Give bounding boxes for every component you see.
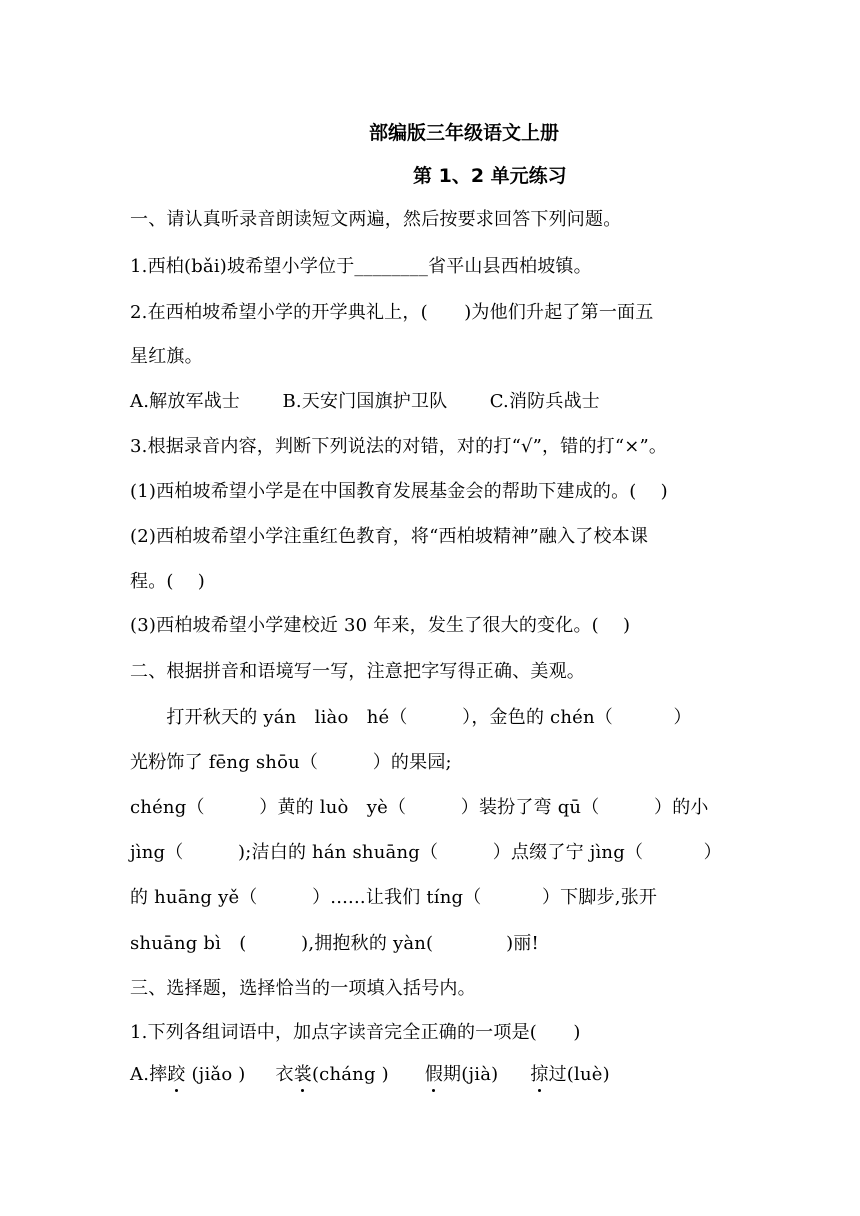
question-1-1: 1.西柏(bǎi)坡希望小学位于________省平山县西柏坡镇。 bbox=[130, 256, 592, 277]
question-1-3-3: (3)西柏坡希望小学建校近 30 年来，发生了很大的变化。( ) bbox=[130, 615, 631, 636]
word-1-plain: 摔 bbox=[149, 1064, 168, 1085]
pinyin-line-6: shuāng bì ( ),拥抱秋的 yàn( )丽! bbox=[130, 933, 539, 954]
question-3-1: 1.下列各组词语中，加点字读音完全正确的一项是( ) bbox=[130, 1022, 581, 1043]
pinyin-line-4: jìng（ );洁白的 hán shuāng（ ）点缀了宁 jìng（ ） bbox=[130, 842, 722, 863]
question-3-1-option-a bbox=[130, 1060, 610, 1086]
question-1-3-1: (1)西柏坡希望小学是在中国教育发展基金会的帮助下建成的。( ) bbox=[130, 481, 668, 502]
word-3-plain: 期 bbox=[443, 1064, 462, 1085]
word-1-pinyin: (jiǎo ) bbox=[185, 1064, 246, 1085]
question-1-3-2-cont: 程。( ) bbox=[130, 571, 205, 592]
word-4-plain: 过 bbox=[548, 1064, 567, 1085]
word-4-pinyin: (luè) bbox=[566, 1064, 610, 1085]
section-3-heading: 三、选择题，选择恰当的一项填入括号内。 bbox=[130, 978, 476, 999]
pinyin-line-1: 打开秋天的 yán liào hé（ ），金色的 chén（ ） bbox=[130, 707, 692, 728]
question-1-2-options: A.解放军战士 B.天安门国旗护卫队 C.消防兵战士 bbox=[130, 391, 600, 412]
page-subtitle: 第 1、2 单元练习 bbox=[413, 165, 567, 187]
option-letter: A. bbox=[130, 1064, 150, 1085]
word-2-plain: 衣 bbox=[275, 1064, 294, 1085]
word-3-dotted-char: 假 bbox=[425, 1060, 443, 1086]
pinyin-line-2: 光粉饰了 fēng shōu（ ）的果园; bbox=[130, 752, 452, 773]
word-2-pinyin: (cháng ) bbox=[311, 1064, 389, 1085]
section-2-heading: 二、根据拼音和语境写一写，注意把字写得正确、美观。 bbox=[130, 661, 585, 682]
word-3-pinyin: (jià) bbox=[461, 1064, 499, 1085]
word-2-dotted-char: 裳 bbox=[294, 1060, 312, 1086]
question-1-3: 3.根据录音内容，判断下列说法的对错，对的打“√”，错的打“×”。 bbox=[130, 436, 668, 457]
word-1-dotted-char: 跤 bbox=[167, 1060, 185, 1086]
pinyin-line-3: chéng（ ）黄的 luò yè（ ）装扮了弯 qū（ ）的小 bbox=[130, 797, 709, 818]
question-1-2-cont: 星红旗。 bbox=[130, 346, 203, 367]
word-4-dotted-char: 掠 bbox=[530, 1060, 548, 1086]
page-title: 部编版三年级语文上册 bbox=[369, 122, 560, 144]
question-1-2: 2.在西柏坡希望小学的开学典礼上，( )为他们升起了第一面五 bbox=[130, 302, 654, 323]
section-1-heading: 一、请认真听录音朗读短文两遍，然后按要求回答下列问题。 bbox=[130, 209, 622, 230]
question-1-3-2: (2)西柏坡希望小学注重红色教育，将“西柏坡精神”融入了校本课 bbox=[130, 526, 649, 547]
pinyin-line-5: 的 huāng yě（ ）......让我们 tíng（ ）下脚步,张开 bbox=[130, 887, 658, 908]
